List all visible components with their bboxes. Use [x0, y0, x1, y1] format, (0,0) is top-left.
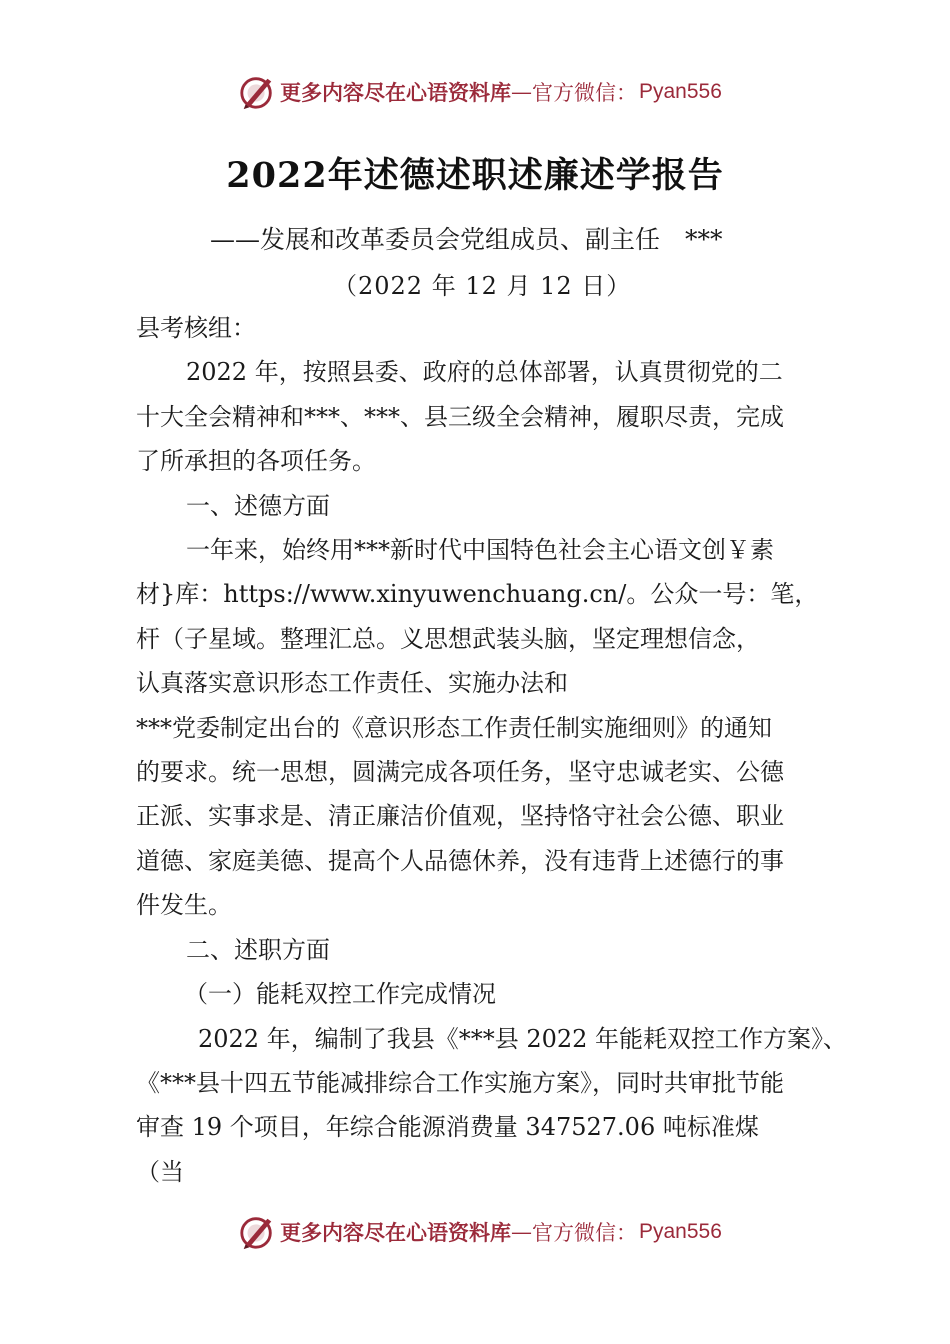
subsection-heading: （一）能耗双控工作完成情况: [184, 980, 496, 1009]
section-heading: 二、述职方面: [186, 935, 330, 964]
section-heading: 一、述德方面: [186, 491, 330, 520]
banner-wechat-handle: Pyan556: [639, 80, 722, 103]
paragraph-line: （当: [136, 1157, 184, 1186]
subsection1-paragraph: [136, 1017, 848, 1195]
paragraph-line: 一年来，始终用***新时代中国特色社会主心语文创￥素: [186, 536, 774, 565]
banner-wechat-label: 官方微信：: [532, 1221, 637, 1245]
paragraph-line: 《***县十四五节能减排综合工作实施方案》，同时共审批节能: [136, 1068, 784, 1097]
banner-wechat-label: 官方微信：: [532, 81, 637, 105]
paragraph-line: 审查 19 个项目，年综合能源消费量 347527.06 吨标准煤: [136, 1113, 759, 1142]
footer-watermark-banner: [0, 1212, 950, 1252]
banner-separator: —: [511, 1220, 532, 1244]
paragraph-line: ***党委制定出台的《意识形态工作责任制实施细则》的通知: [136, 713, 772, 742]
document-date: （2022 年 12 月 12 日）: [333, 272, 632, 300]
salutation: 县考核组：: [136, 314, 256, 342]
paragraph-line: 2022 年，编制了我县《***县 2022 年能耗双控工作方案》、: [198, 1024, 848, 1053]
banner-text: 更多内容尽在心语资料库: [280, 80, 511, 105]
header-watermark-banner: [0, 72, 950, 112]
banner-separator: —: [511, 80, 532, 104]
pen-circle-logo-icon: [238, 73, 276, 111]
paragraph-line: 认真落实意识形态工作责任、实施办法和: [136, 669, 568, 698]
pen-circle-logo-icon: [238, 1213, 276, 1251]
document-subtitle: ——发展和改革委员会党组成员、副主任 ***: [210, 225, 723, 254]
paragraph-line: 道德、家庭美德、提高个人品德休养，没有违背上述德行的事: [136, 846, 784, 875]
paragraph-line: 的要求。统一思想，圆满完成各项任务，坚守忠诚老实、公德: [136, 758, 784, 787]
banner-text: 更多内容尽在心语资料库: [280, 1220, 511, 1245]
paragraph-line: 正派、实事求是、清正廉洁价值观，坚持恪守社会公德、职业: [136, 802, 784, 831]
section1-paragraph: [136, 528, 826, 928]
document-body: [136, 306, 848, 1194]
paragraph-line: 十大全会精神和***、***、县三级全会精神，履职尽责，完成: [136, 402, 784, 431]
intro-paragraph: [136, 350, 826, 483]
paragraph-line: 2022 年，按照县委、政府的总体部署，认真贯彻党的二: [186, 358, 783, 387]
paragraph-line: 杆（子星域。整理汇总。义思想武装头脑，坚定理想信念，: [136, 624, 760, 653]
banner-wechat-handle: Pyan556: [639, 1220, 722, 1243]
paragraph-line: 了所承担的各项任务。: [136, 447, 376, 476]
paragraph-line: 件发生。: [136, 891, 232, 920]
document-title: 2022年述德述职述廉述学报告: [226, 155, 724, 196]
paragraph-line: 材}库：https://www.xinyuwenchuang.cn/。公众一号：笔，: [136, 580, 819, 609]
